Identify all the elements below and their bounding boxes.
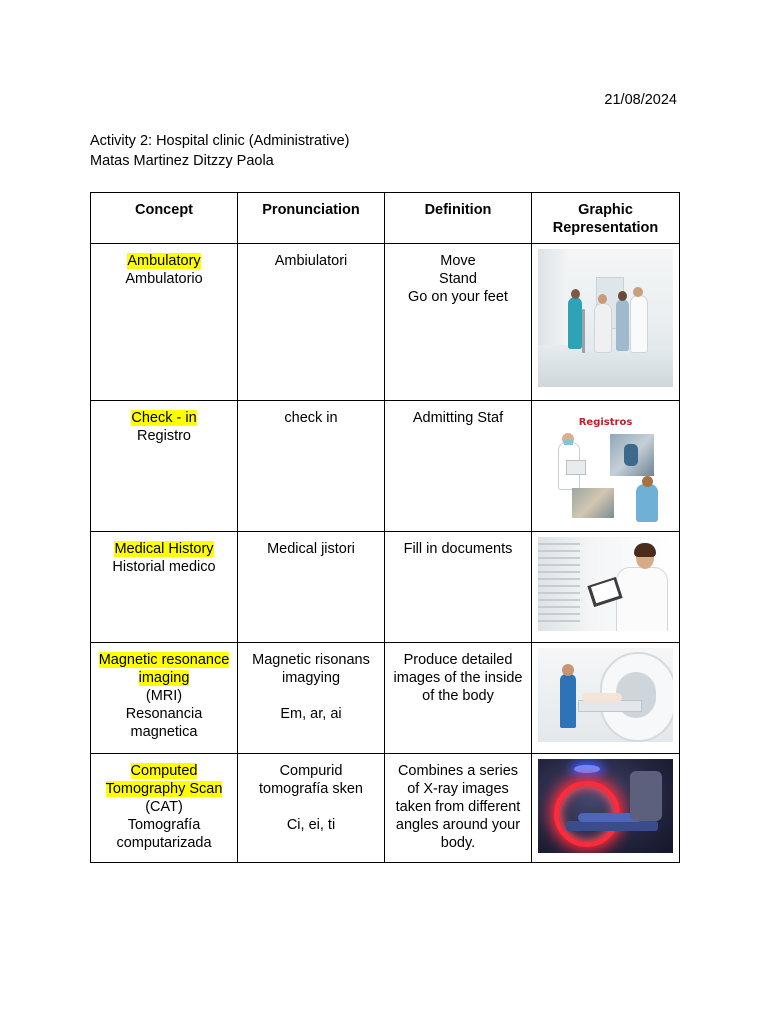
definition-line: Admitting Staf [412,410,504,426]
pronunciation-cell [238,643,385,754]
concept-translation: Registro [137,428,191,444]
author-name: Matas Martinez Ditzzy Paola [90,153,274,169]
pronunciation-text: check in [284,410,338,426]
hospital-corridor-walking-image [538,249,673,387]
mri-scanner-image [538,648,673,742]
header-definition: Definition [385,193,532,244]
document-heading [90,131,349,171]
activity-title: Activity 2: Hospital clinic (Administrative) [90,133,350,149]
document-date: 21/08/2024 [604,92,677,108]
pronunciation-cell [238,401,385,532]
pronunciation-text: Medical jistori [267,541,355,557]
table-row [91,244,680,401]
concept-highlight: Check - in [131,410,197,426]
definition-line: Combines a series of X-ray images taken from different angles around your body. [395,763,521,851]
pronunciation-text: Magnetic risonans imagying [252,652,370,686]
header-graphic-representation: Graphic Representation [532,193,680,244]
pronunciation-cell [238,754,385,863]
pronunciation-cell [238,532,385,643]
concept-cell [91,401,238,532]
header-concept: Concept [91,193,238,244]
concept-translation: Tomografía computarizada [116,817,212,851]
definition-cell [385,532,532,643]
definition-line: Move [440,253,476,269]
table-row [91,643,680,754]
definition-cell [385,244,532,401]
concept-highlight: Medical History [114,541,214,557]
definition-line: Fill in documents [403,541,513,557]
concept-cell [91,244,238,401]
concept-translation: Historial medico [112,559,216,575]
graphic-cell [532,244,680,401]
concept-cell [91,643,238,754]
pronunciation-abbreviation: Ci, ei, ti [286,817,336,833]
concept-cell [91,754,238,863]
pronunciation-cell [238,244,385,401]
ct-scanner-image [538,759,673,853]
table-row [91,532,680,643]
registros-title: Registros [578,417,633,428]
definition-cell [385,643,532,754]
concept-highlight: Magnetic resonance imaging [98,652,230,686]
concept-abbreviation: (CAT) [145,799,183,815]
table-header-row [91,193,680,244]
header-pronunciation: Pronunciation [238,193,385,244]
pronunciation-text: Compurid tomografía sken [259,763,363,797]
concept-abbreviation: (MRI) [145,688,183,704]
definition-line: Stand [439,271,477,287]
table-row [91,401,680,532]
concept-highlight: Ambulatory [127,253,201,269]
concept-translation: Resonancia magnetica [125,706,203,740]
doctor-with-clipboard-image [538,537,673,631]
graphic-cell [532,401,680,532]
concept-cell [91,532,238,643]
registration-collage-image [538,406,673,526]
table-row [91,754,680,863]
concept-highlight: Computed Tomography Scan [105,763,223,797]
definition-line: Produce detailed images of the inside of the body [393,652,523,704]
graphic-cell [532,754,680,863]
vocabulary-table [90,192,680,863]
graphic-cell [532,532,680,643]
definition-cell [385,401,532,532]
pronunciation-text: Ambiulatori [274,253,348,269]
definition-cell [385,754,532,863]
pronunciation-abbreviation: Em, ar, ai [280,706,342,722]
concept-translation: Ambulatorio [125,271,203,287]
graphic-cell [532,643,680,754]
definition-line: Go on your feet [408,289,508,305]
